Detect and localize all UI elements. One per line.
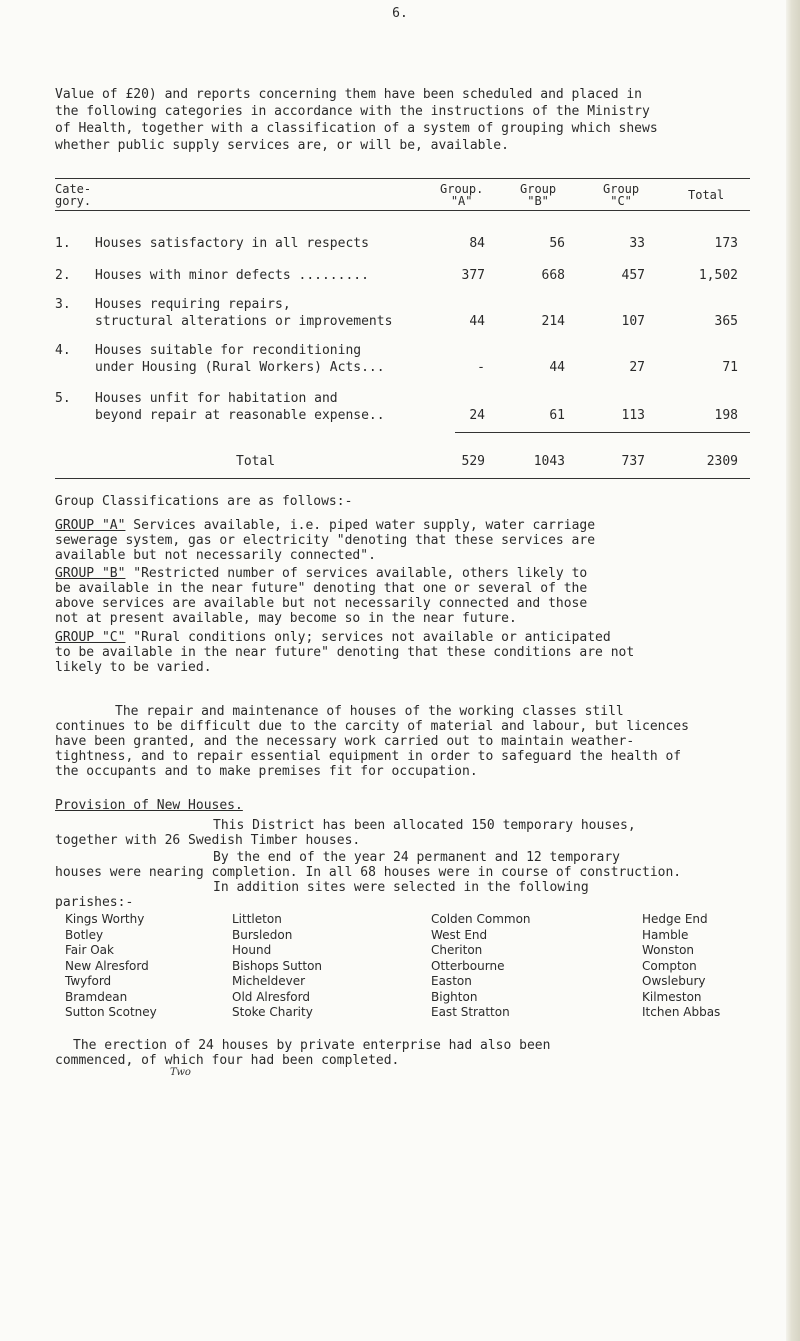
row-number: 4. <box>55 343 71 358</box>
total-group-c: 737 <box>621 454 645 469</box>
parish-name: Colden Common <box>431 912 531 926</box>
group-a-line: available but not necessarily connected". <box>55 548 376 563</box>
provision-line: parishes:- <box>55 895 134 910</box>
parish-name: Botley <box>65 927 104 942</box>
group-c-line: "Rural conditions only; services not available or anticipated <box>133 630 611 645</box>
parish-name: Stoke Charity <box>232 1005 313 1019</box>
parish-name: West End <box>431 927 488 942</box>
intro-line: whether public supply services are, or will be, available. <box>55 138 509 153</box>
cell-group-b: 44 <box>549 360 565 375</box>
group-b-line: not at present available, may become so in the near future. <box>55 611 517 626</box>
parish-name: Hedge End <box>642 912 708 926</box>
row-description: Houses with minor defects ......... <box>95 268 369 283</box>
provision-line: This District has been allocated 150 temporary houses, <box>213 818 636 833</box>
parish-name: Hound <box>232 943 272 957</box>
group-b-label: GROUP "B" <box>55 566 126 581</box>
parish-name: Fair Oak <box>65 943 114 957</box>
group-a-line: sewerage system, gas or electricity "denoting that these services are <box>55 533 596 548</box>
intro-paragraph <box>55 86 735 154</box>
provision-line: houses were nearing completion. In all 68 houses were in course of construction. <box>55 865 682 880</box>
group-b-line: above services are available but not necessarily connected and those <box>55 596 588 611</box>
provision-line: together with 26 Swedish Timber houses. <box>55 833 361 848</box>
group-b-line: "Restricted number of services available, others likely to <box>133 566 588 581</box>
cell-total: 365 <box>714 314 738 329</box>
cell-group-b: 56 <box>549 236 565 251</box>
header-total: Total <box>688 188 725 202</box>
parish-name: Micheldever <box>232 974 306 988</box>
group-c-line: likely to be varied. <box>55 660 212 675</box>
page-edge-shadow <box>786 0 800 1341</box>
group-a-definition <box>55 518 745 563</box>
group-c-label: GROUP "C" <box>55 630 126 645</box>
cell-total: 173 <box>714 236 738 251</box>
parish-column-2 <box>232 912 322 1021</box>
parish-name: Wonston <box>642 943 695 957</box>
cell-group-b: 61 <box>549 408 565 423</box>
row-number: 2. <box>55 268 71 283</box>
provision-line: In addition sites were selected in the following <box>213 880 589 895</box>
cell-total: 1,502 <box>698 268 738 283</box>
group-c-definition <box>55 630 745 675</box>
closing-paragraph <box>55 1038 745 1068</box>
group-a-line: Services available, i.e. piped water supply, water carriage <box>133 518 596 533</box>
group-c-line: to be available in the near future" denoting that these conditions are not <box>55 645 635 660</box>
row-number: 1. <box>55 236 71 251</box>
grand-total: 2309 <box>706 454 738 469</box>
cell-group-b: 214 <box>541 314 565 329</box>
parish-name: Itchen Abbas <box>642 1005 721 1019</box>
parish-name: Hamble <box>642 927 689 942</box>
cell-group-a: - <box>477 360 485 375</box>
row-description: under Housing (Rural Workers) Acts... <box>95 360 385 375</box>
provision-heading: Provision of New Houses. <box>55 798 243 813</box>
total-label: Total <box>236 454 276 469</box>
closing-line: The erection of 24 houses by private enterprise had also been <box>73 1038 551 1053</box>
cell-total: 71 <box>722 360 738 375</box>
classifications-heading: Group Classifications are as follows:- <box>55 494 353 509</box>
provision-line: By the end of the year 24 permanent and 12 temporary <box>213 850 620 865</box>
group-b-definition <box>55 566 745 626</box>
parish-name: Old Alresford <box>232 989 310 1004</box>
handwritten-correction: Two <box>170 1067 191 1078</box>
cell-total: 198 <box>714 408 738 423</box>
parish-name: Bishops Sutton <box>232 958 323 973</box>
parish-name: East Stratton <box>431 1005 510 1019</box>
table-top-rule <box>55 178 750 179</box>
subtotal-rule <box>455 432 750 433</box>
row-description: structural alterations or improvements <box>95 314 393 329</box>
cell-group-a: 44 <box>469 314 485 329</box>
repair-line: the occupants and to make premises fit for occupation. <box>55 764 478 779</box>
header-group-b: Group "B" <box>520 182 557 208</box>
cell-group-c: 113 <box>621 408 645 423</box>
row-description: Houses unfit for habitation and <box>95 391 338 406</box>
intro-line: the following categories in accordance with the instructions of the Ministry <box>55 104 650 119</box>
parish-column-1 <box>65 912 157 1021</box>
parish-name: Bursledon <box>232 927 293 942</box>
page-number: 6. <box>392 6 408 21</box>
parish-name: Twyford <box>65 974 112 988</box>
cell-group-a: 377 <box>461 268 485 283</box>
parish-name: Littleton <box>232 912 282 926</box>
intro-line: Value of £20) and reports concerning them have been scheduled and placed in <box>55 87 642 102</box>
cell-group-b: 668 <box>541 268 565 283</box>
cell-group-c: 107 <box>621 314 645 329</box>
row-number: 5. <box>55 391 71 406</box>
closing-line: commenced, of which four had been completed. <box>55 1053 400 1068</box>
repair-line: tightness, and to repair essential equipment in order to safeguard the health of <box>55 749 682 764</box>
parish-name: New Alresford <box>65 958 149 973</box>
header-rule <box>55 210 750 211</box>
intro-line: of Health, together with a classification of a system of grouping which shews <box>55 121 658 136</box>
row-description: Houses satisfactory in all respects <box>95 236 369 251</box>
header-group-c: Group "C" <box>603 182 640 208</box>
provision-paragraph <box>55 818 745 910</box>
header-category: Cate- gory. <box>55 182 92 208</box>
repair-line: have been granted, and the necessary work carried out to maintain weather- <box>55 734 635 749</box>
cell-group-c: 457 <box>621 268 645 283</box>
parish-column-4 <box>642 912 720 1021</box>
parish-name: Compton <box>642 958 697 973</box>
parish-name: Otterbourne <box>431 958 505 973</box>
parish-name: Kilmeston <box>642 989 702 1004</box>
table-bottom-rule <box>55 478 750 479</box>
cell-group-c: 27 <box>629 360 645 375</box>
header-group-a: Group. "A" <box>440 182 484 208</box>
total-group-a: 529 <box>461 454 485 469</box>
group-a-label: GROUP "A" <box>55 518 126 533</box>
cell-group-a: 24 <box>469 408 485 423</box>
parish-name: Cheriton <box>431 943 483 957</box>
repair-paragraph <box>55 704 745 779</box>
row-description: beyond repair at reasonable expense.. <box>95 408 385 423</box>
group-b-line: be available in the near future" denoting that one or several of the <box>55 581 588 596</box>
cell-group-c: 33 <box>629 236 645 251</box>
repair-line: continues to be difficult due to the carcity of material and labour, but licences <box>55 719 689 734</box>
cell-group-a: 84 <box>469 236 485 251</box>
parish-name: Sutton Scotney <box>65 1005 157 1019</box>
parish-name: Kings Worthy <box>65 912 145 926</box>
total-group-b: 1043 <box>533 454 565 469</box>
parish-column-3 <box>431 912 531 1021</box>
repair-line: The repair and maintenance of houses of the working classes still <box>115 704 624 719</box>
row-description: Houses suitable for reconditioning <box>95 343 362 358</box>
row-description: Houses requiring repairs, <box>95 297 291 312</box>
parish-name: Bighton <box>431 989 478 1004</box>
parish-name: Owslebury <box>642 974 706 988</box>
parish-name: Bramdean <box>65 989 128 1004</box>
parish-name: Easton <box>431 974 472 988</box>
row-number: 3. <box>55 297 71 312</box>
